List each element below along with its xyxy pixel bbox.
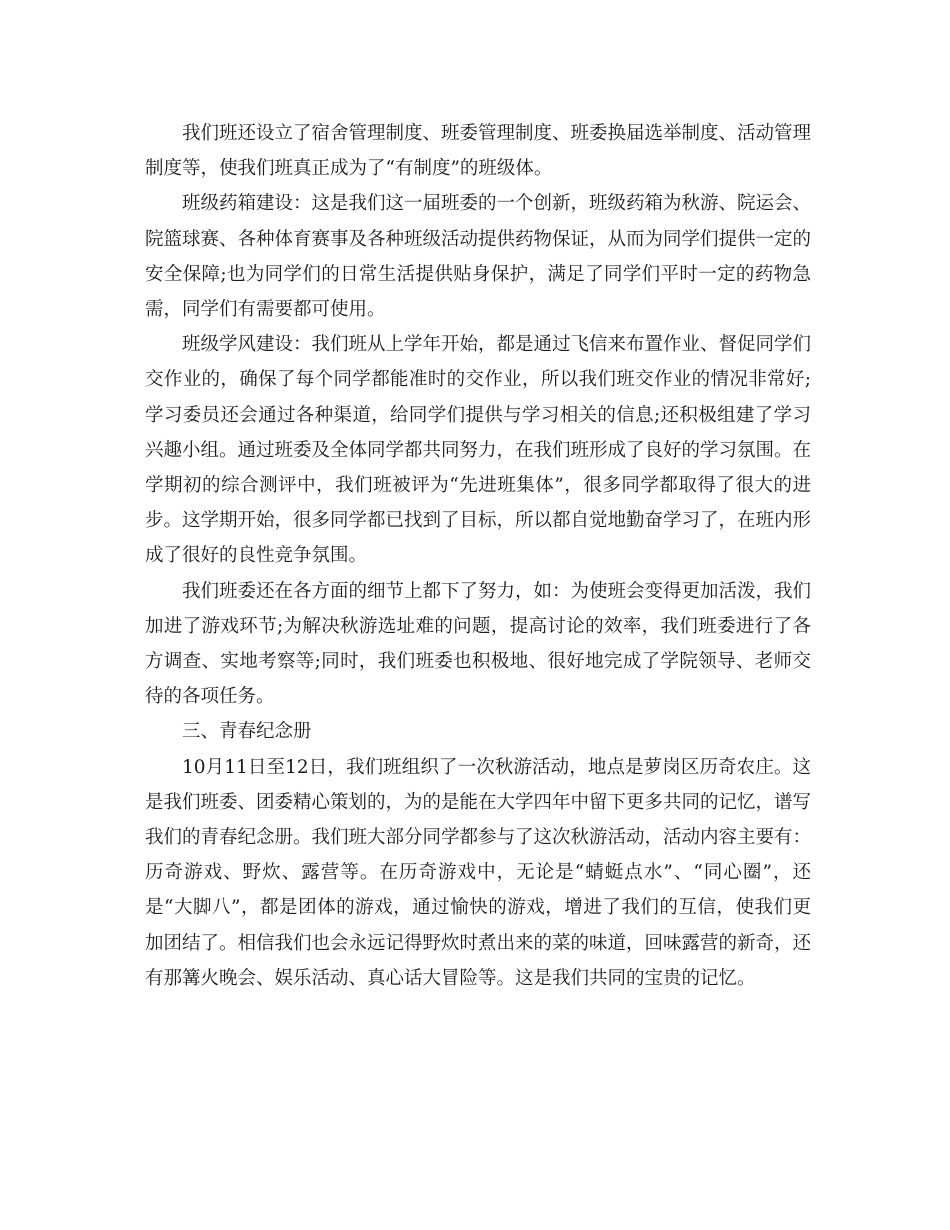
paragraph-medicine-box: 班级药箱建设：这是我们这一届班委的一个创新，班级药箱为秋游、院运会、院篮球赛、各种体育赛事及各种班级活动提供药物保证，从而为同学们提供一定的安全保障;也为同学们的日常生活提供贴身保护，满足了同学们平时一定的药物急需，同学们有需要都可使用。 xyxy=(145,193,812,321)
paragraph-study-style: 班级学风建设：我们班从上学年开始，都是通过飞信来布置作业、督促同学们交作业的，确保了每个同学都能准时的交作业，所以我们班交作业的情况非常好;学习委员还会通过各种渠道，给同学们提供与学习相关的信息;还积极组建了学习兴趣小组。通过班委及全体同学都共同努力，在我们班形成了良好的学习氛围。在学期初的综合测评中，我们班被评为“先进班集体”，很多同学都取得了很大的进步。这学期开始，很多同学都已找到了目标，所以都自觉地勤奋学习了，在班内形成了很好的良性竞争氛围。 xyxy=(145,334,812,567)
document-body xyxy=(145,116,811,996)
paragraph-rules: 我们班还设立了宿舍管理制度、班委管理制度、班委换届选举制度、活动管理制度等，使我们班真正成为了“有制度”的班级体。 xyxy=(145,123,812,180)
paragraph-details: 我们班委还在各方面的细节上都下了努力，如：为使班会变得更加活泼，我们加进了游戏环节;为解决秋游选址难的问题，提高讨论的效率，我们班委进行了各方调查、实地考察等;同时，我们班委也积极地、很好地完成了学院领导、老师交待的各项任务。 xyxy=(145,580,812,708)
section-heading: 三、青春纪念册 xyxy=(182,721,312,743)
paragraph-autumn-trip: 10月11日至12日，我们班组织了一次秋游活动，地点是萝岗区历奇农庄。这是我们班委、团委精心策划的，为的是能在大学四年中留下更多共同的记忆，谱写我们的青春纪念册。我们班大部分同学都参与了这次秋游活动，活动内容主要有：历奇游戏、野炊、露营等。在历奇游戏中，无论是“蜻蜓点水”、“同心圈”，还是“大脚八”，都是团体的游戏，通过愉快的游戏，增进了我们的互信，使我们更加团结了。相信我们也会永远记得野炊时煮出来的菜的味道，回味露营的新奇，还有那篝火晚会、娱乐活动、真心话大冒险等。这是我们共同的宝贵的记忆。 xyxy=(145,756,812,989)
